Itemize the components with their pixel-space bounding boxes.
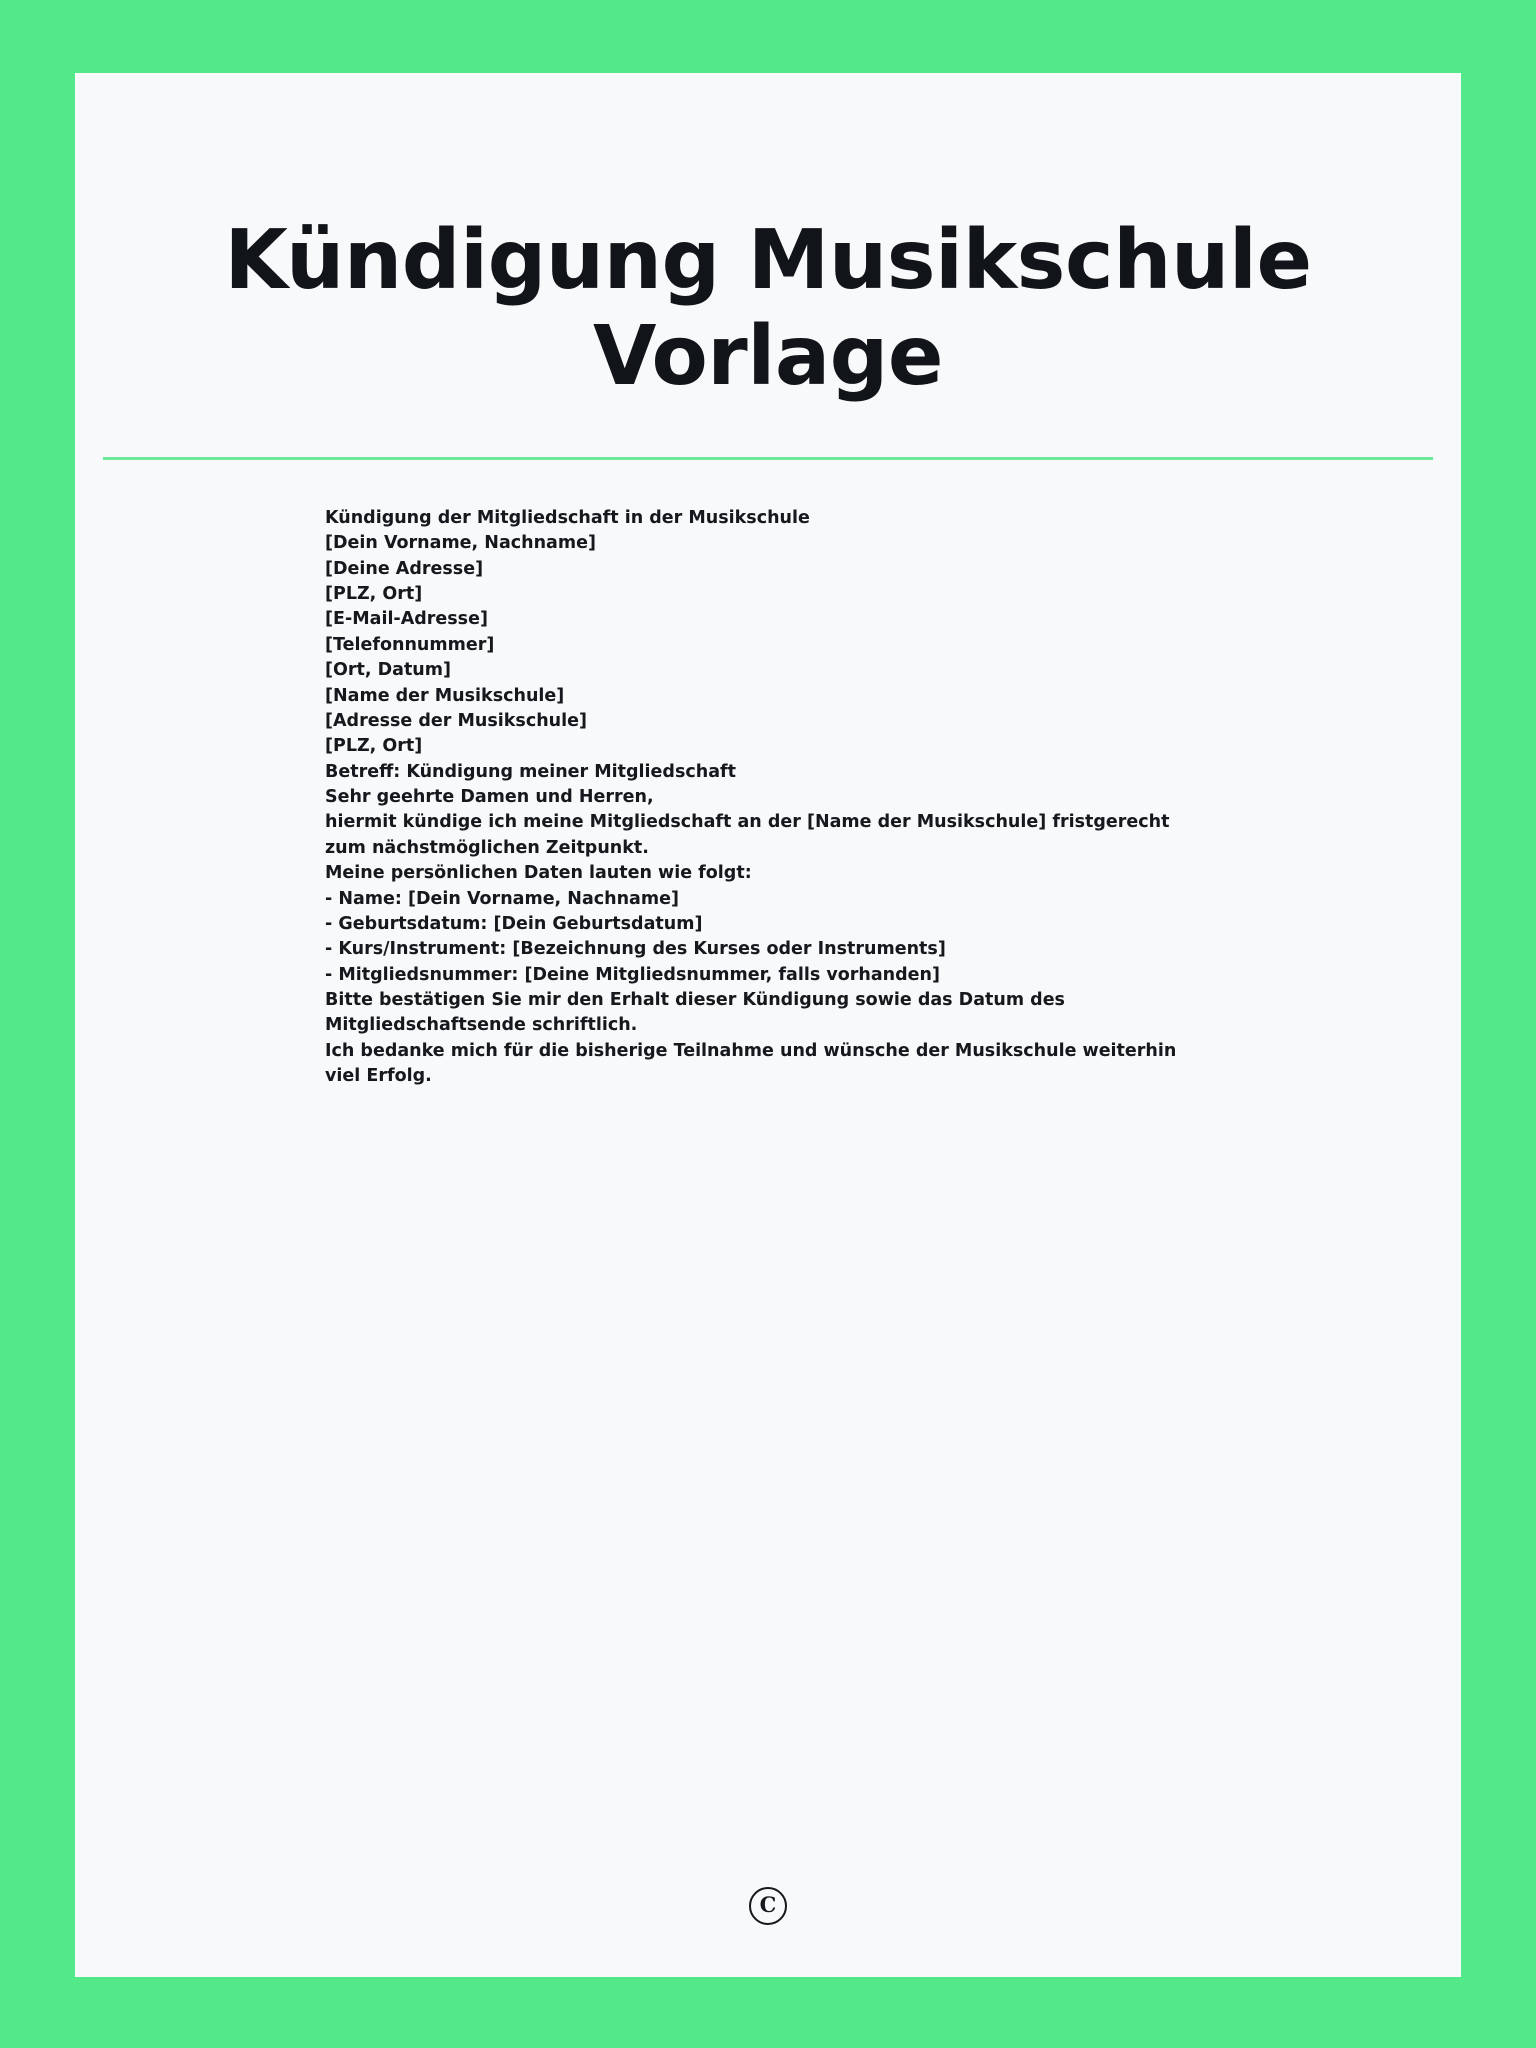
body-paragraph: hiermit kündige ich meine Mitgliedschaft an der [Name der Musikschule] fristgerecht zum nächstmöglichen Zeitpunkt. <box>325 812 1170 858</box>
body-paragraph: Bitte bestätigen Sie mir den Erhalt dieser Kündigung sowie das Datum des Mitgliedschaftsende schriftlich. <box>325 990 1065 1036</box>
body-paragraph: [Name der Musikschule] <box>325 685 565 706</box>
body-paragraph: [PLZ, Ort] <box>325 736 423 757</box>
body-paragraph: Kündigung der Mitgliedschaft in der Musikschule <box>325 507 810 528</box>
body-paragraph: Ich bedanke mich für die bisherige Teilnahme und wünsche der Musikschule weiterhin viel Erfolg. <box>325 1040 1177 1087</box>
body-paragraph: Betreff: Kündigung meiner Mitgliedschaft <box>325 761 736 782</box>
footer <box>75 1887 1461 1925</box>
body-paragraph: - Kurs/Instrument: [Bezeichnung des Kurses oder Instruments] <box>325 939 946 960</box>
body-paragraph: [E-Mail-Adresse] <box>325 609 488 630</box>
body-paragraph: - Mitgliedsnummer: [Deine Mitgliedsnummer, falls vorhanden] <box>325 964 940 985</box>
body-paragraph: [Adresse der Musikschule] <box>325 710 587 731</box>
body-paragraph: Sehr geehrte Damen und Herren, <box>325 787 654 807</box>
body-paragraph: [Ort, Datum] <box>325 660 452 681</box>
document-page <box>75 73 1461 1977</box>
body-paragraph: - Name: [Dein Vorname, Nachname] <box>325 888 679 909</box>
title-block <box>75 73 1461 405</box>
body-paragraph: - Geburtsdatum: [Dein Geburtsdatum] <box>325 913 703 934</box>
body-paragraph: [Dein Vorname, Nachname] <box>325 533 596 554</box>
body-paragraph: [PLZ, Ort] <box>325 584 423 604</box>
document-body <box>75 460 1461 1090</box>
page-title: Kündigung Musikschule Vorlage <box>224 213 1312 404</box>
body-paragraph: [Deine Adresse] <box>325 558 484 579</box>
body-paragraph: Meine persönlichen Daten lauten wie folgt: <box>325 863 752 884</box>
body-paragraph: [Telefonnummer] <box>325 634 495 655</box>
copyright-icon: C <box>749 1887 787 1925</box>
